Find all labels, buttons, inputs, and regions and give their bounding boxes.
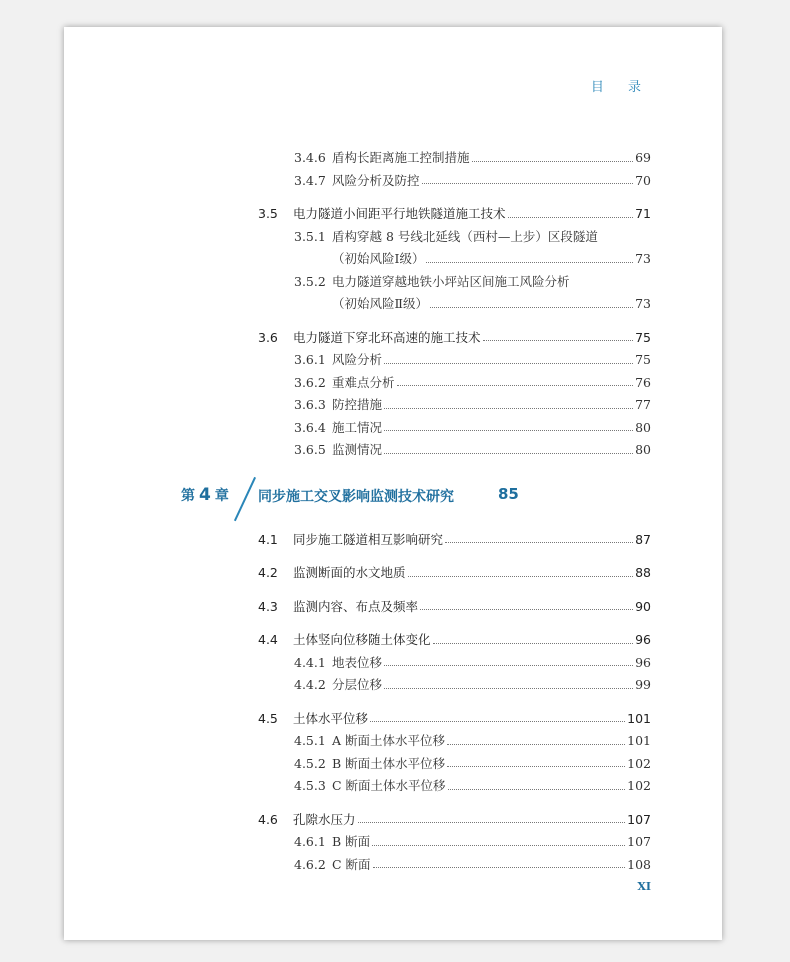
entry-line xyxy=(293,562,651,585)
entry-title: 分层位移 xyxy=(332,677,383,692)
entry-page: 107 xyxy=(627,834,651,849)
entry-line xyxy=(332,248,651,271)
toc-entry[interactable] xyxy=(64,753,722,776)
entry-line xyxy=(293,708,651,731)
entry-page: 101 xyxy=(627,733,651,748)
entry-line xyxy=(332,730,651,753)
entry-title: 土体水平位移 xyxy=(293,710,369,726)
entry-number: 3.5.1 xyxy=(294,228,326,244)
toc-entry[interactable] xyxy=(64,854,722,877)
dot-leader xyxy=(445,542,633,543)
toc-entry[interactable] xyxy=(64,596,722,619)
entry-number: 4.6.1 xyxy=(294,834,326,849)
entry-title: 风险分析 xyxy=(332,352,383,367)
chapter-title: 同步施工交叉影响监测技术研究 xyxy=(258,488,454,505)
dot-leader xyxy=(397,385,634,386)
dot-leader xyxy=(358,822,626,823)
toc-entry[interactable] xyxy=(64,271,722,294)
entry-title: B 断面土体水平位移 xyxy=(332,755,446,771)
entry-line xyxy=(293,327,651,350)
entry-title: 重难点分析 xyxy=(332,374,395,390)
dot-leader xyxy=(384,363,633,364)
entry-line xyxy=(332,775,651,798)
entry-page: 80 xyxy=(635,419,651,435)
entry-number: 3.6.5 xyxy=(294,442,326,457)
entry-page: 90 xyxy=(635,598,651,614)
dot-leader xyxy=(422,183,634,184)
entry-title: （初始风险Ⅰ级） xyxy=(332,251,425,266)
entry-page: 101 xyxy=(627,710,651,726)
toc-entry[interactable] xyxy=(64,674,722,697)
entry-page: 96 xyxy=(635,654,651,670)
entry-line xyxy=(332,147,651,170)
toc-entry[interactable] xyxy=(64,562,722,585)
toc-entry[interactable] xyxy=(64,327,722,350)
dot-leader xyxy=(430,307,633,308)
running-header: 目 录 xyxy=(590,80,651,95)
entry-number: 4.5 xyxy=(258,710,278,726)
entry-page: 75 xyxy=(635,329,651,345)
entry-number: 3.4.7 xyxy=(294,172,326,188)
toc-entry[interactable] xyxy=(64,248,722,271)
entry-number: 4.5.3 xyxy=(294,778,326,793)
entry-title: 土体竖向位移随土体变化 xyxy=(293,632,431,647)
entry-page: 71 xyxy=(635,206,651,221)
entry-title: 盾构长距离施工控制措施 xyxy=(332,150,470,165)
entry-number: 3.5.2 xyxy=(294,273,326,289)
entry-title: 地表位移 xyxy=(332,654,383,670)
dot-leader xyxy=(384,408,633,409)
entry-line xyxy=(332,170,651,193)
entry-number: 4.1 xyxy=(258,531,278,547)
entry-line xyxy=(332,439,651,462)
book-page xyxy=(64,27,722,940)
entry-page: 88 xyxy=(635,565,651,580)
entry-number: 3.6.3 xyxy=(294,397,326,412)
entry-line xyxy=(332,372,651,395)
dot-leader xyxy=(472,161,634,162)
toc-entry[interactable] xyxy=(64,730,722,753)
dot-leader xyxy=(448,789,626,790)
entry-line xyxy=(332,854,651,877)
entry-page: 102 xyxy=(627,755,651,771)
entry-title: 电力隧道小间距平行地铁隧道施工技术 xyxy=(293,206,506,221)
entry-number: 3.6.2 xyxy=(294,374,326,390)
chapter-heading[interactable] xyxy=(64,473,722,518)
toc-entry[interactable] xyxy=(64,170,722,193)
entry-page: 70 xyxy=(635,172,651,188)
entry-page: 107 xyxy=(627,811,651,827)
entry-title: A 断面土体水平位移 xyxy=(332,733,446,748)
entry-page: 73 xyxy=(635,296,651,311)
entry-page: 102 xyxy=(627,778,651,793)
entry-page: 77 xyxy=(635,397,651,412)
entry-number: 4.2 xyxy=(258,565,278,580)
dot-leader xyxy=(483,340,634,341)
entry-title: 施工情况 xyxy=(332,419,383,435)
entry-title: 同步施工隧道相互影响研究 xyxy=(293,531,444,547)
toc-entry[interactable] xyxy=(64,439,722,462)
page-number: XI xyxy=(637,880,651,893)
entry-line xyxy=(293,809,651,832)
entry-number: 3.4.6 xyxy=(294,150,326,165)
entry-number: 3.5 xyxy=(258,206,278,221)
entry-page: 69 xyxy=(635,150,651,165)
chapter-number: 4 xyxy=(199,484,211,505)
entry-title: 监测断面的水文地质 xyxy=(293,565,406,580)
toc-entry[interactable] xyxy=(64,372,722,395)
chapter-page: 85 xyxy=(498,484,519,503)
toc-entry[interactable] xyxy=(64,775,722,798)
chapter-label xyxy=(181,485,229,505)
entry-line xyxy=(332,271,651,294)
entry-title: C 断面土体水平位移 xyxy=(332,778,446,793)
entry-page: 80 xyxy=(635,442,651,457)
entry-line xyxy=(293,203,651,226)
entry-number: 4.4.2 xyxy=(294,677,326,692)
toc-entry[interactable] xyxy=(64,809,722,832)
entry-line xyxy=(332,226,651,249)
entry-number: 3.6.1 xyxy=(294,352,326,367)
entry-page: 99 xyxy=(635,677,651,692)
chapter-prefix: 第 xyxy=(181,487,195,504)
toc-entry[interactable] xyxy=(64,529,722,552)
entry-number: 4.5.1 xyxy=(294,733,326,748)
entry-line xyxy=(332,417,651,440)
dot-leader xyxy=(384,453,633,454)
entry-line xyxy=(332,674,651,697)
toc-entry[interactable] xyxy=(64,394,722,417)
entry-title: 电力隧道下穿北环高速的施工技术 xyxy=(293,329,481,345)
entry-line xyxy=(293,596,651,619)
entry-number: 4.6 xyxy=(258,811,278,827)
entry-title: 监测内容、布点及频率 xyxy=(293,598,419,614)
entry-line xyxy=(332,652,651,675)
dot-leader xyxy=(447,766,625,767)
entry-title: 监测情况 xyxy=(332,442,383,457)
toc-entry[interactable] xyxy=(64,226,722,249)
entry-page: 87 xyxy=(635,531,651,547)
entry-title: 风险分析及防控 xyxy=(332,172,420,188)
chapter-suffix: 章 xyxy=(214,487,229,504)
dot-leader xyxy=(426,262,633,263)
entry-line xyxy=(332,753,651,776)
entry-title: （初始风险Ⅱ级） xyxy=(332,296,428,311)
dot-leader xyxy=(373,867,626,868)
entry-title: 防控措施 xyxy=(332,397,383,412)
dot-leader xyxy=(508,217,634,218)
toc-entry[interactable] xyxy=(64,629,722,652)
entry-line xyxy=(293,629,651,652)
toc-entry[interactable] xyxy=(64,147,722,170)
toc-entry[interactable] xyxy=(64,831,722,854)
entry-page: 73 xyxy=(635,251,651,266)
entry-number: 3.6.4 xyxy=(294,419,326,435)
entry-page: 76 xyxy=(635,374,651,390)
dot-leader xyxy=(447,744,625,745)
entry-line xyxy=(293,529,651,552)
entry-number: 4.4 xyxy=(258,632,278,647)
dot-leader xyxy=(370,721,625,722)
toc-entry[interactable] xyxy=(64,417,722,440)
dot-leader xyxy=(384,665,633,666)
toc-entry[interactable] xyxy=(64,203,722,226)
table-of-contents xyxy=(64,147,722,876)
toc-entry[interactable] xyxy=(64,349,722,372)
dot-leader xyxy=(384,430,633,431)
dot-leader xyxy=(420,609,633,610)
toc-entry[interactable] xyxy=(64,293,722,316)
chapter-divider xyxy=(234,476,256,520)
entry-number: 4.4.1 xyxy=(294,654,326,670)
dot-leader xyxy=(408,576,634,577)
entry-number: 4.3 xyxy=(258,598,278,614)
entry-title: 盾构穿越 8 号线北延线（西村—上步）区段隧道 xyxy=(332,228,598,244)
entry-title: C 断面 xyxy=(332,856,371,872)
entry-line xyxy=(332,293,651,316)
entry-line xyxy=(332,394,651,417)
dot-leader xyxy=(372,845,625,846)
entry-title: 孔隙水压力 xyxy=(293,811,356,827)
toc-entry[interactable] xyxy=(64,652,722,675)
dot-leader xyxy=(384,688,633,689)
entry-title: 电力隧道穿越地铁小坪站区间施工风险分析 xyxy=(332,273,570,289)
entry-title: B 断面 xyxy=(332,834,371,849)
toc-entry[interactable] xyxy=(64,708,722,731)
entry-page: 75 xyxy=(635,352,651,367)
entry-line xyxy=(332,831,651,854)
entry-page: 96 xyxy=(635,632,651,647)
dot-leader xyxy=(433,643,634,644)
entry-number: 3.6 xyxy=(258,329,278,345)
entry-number: 4.6.2 xyxy=(294,856,326,872)
entry-number: 4.5.2 xyxy=(294,755,326,771)
entry-page: 108 xyxy=(627,856,651,872)
entry-line xyxy=(332,349,651,372)
